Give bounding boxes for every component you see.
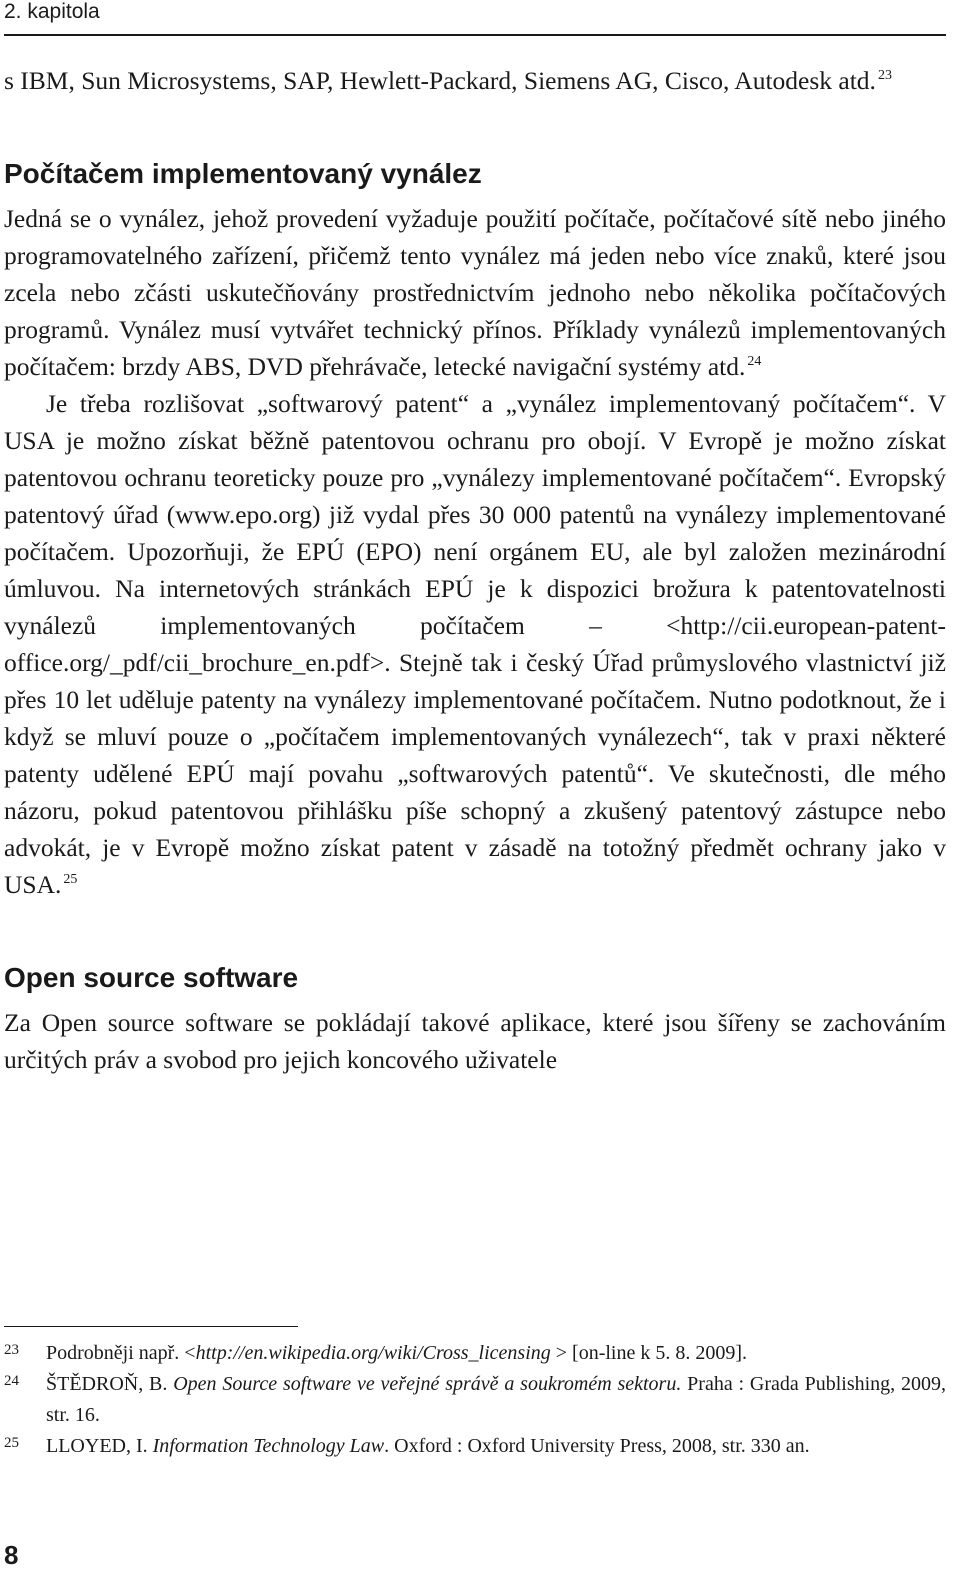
intro-text: s IBM, Sun Microsystems, SAP, Hewlett-Packard, Siemens AG, Cisco, Autodesk atd. bbox=[4, 66, 876, 95]
footnote-book-title: Information Technology Law bbox=[152, 1435, 385, 1457]
footnote-ref-23[interactable]: 23 bbox=[877, 68, 892, 83]
main-text bbox=[4, 62, 946, 1078]
section-heading-open-source-software: Open source software bbox=[4, 962, 299, 993]
section1-paragraph-1-text: Jedná se o vynález, jehož provedení vyžaduje použití počítače, počítačové sítě nebo jiného programovatelného zařízení, přičemž tento vynález má jeden nebo více znaků, které jsou zcela nebo zčásti uskutečňovány prostřednictvím jednoho nebo několika počítačových programů. Vynález musí vytvářet technický přínos. Příklady vynálezů implementovaných počítačem: brzdy ABS, DVD přehrávače, letecké navigační systémy atd. bbox=[4, 204, 946, 381]
footnote-text: > [on-line k 5. 8. 2009]. bbox=[550, 1342, 748, 1364]
footnote-text: Podrobněji např. < bbox=[46, 1342, 196, 1364]
footnote-23 bbox=[4, 1338, 946, 1369]
footnote-text: LLOYED, I. bbox=[46, 1435, 153, 1457]
footnote-24 bbox=[4, 1369, 946, 1431]
footnote-number: 24 bbox=[4, 1373, 19, 1389]
section1-paragraph-1 bbox=[4, 200, 946, 385]
footnote-text: Praha : Grada Publishing, 2009, str. 16. bbox=[46, 1373, 946, 1426]
footnote-25 bbox=[4, 1431, 946, 1462]
footnote-ref-24[interactable]: 24 bbox=[747, 354, 762, 369]
footnote-ref-25[interactable]: 25 bbox=[63, 872, 78, 887]
section2-paragraph-1: Za Open source software se pokládají takové aplikace, které jsou šířeny se zachováním určitých práv a svobod pro jejich koncového uživatele bbox=[4, 1008, 946, 1074]
page-number: 8 bbox=[4, 1540, 19, 1570]
footnote-text: ŠTĚDROŇ, B. bbox=[46, 1373, 174, 1395]
footnote-link[interactable]: http://en.wikipedia.org/wiki/Cross_licensing bbox=[195, 1342, 551, 1364]
section-heading-computer-implemented-invention: Počítačem implementovaný vynález bbox=[4, 158, 482, 189]
intro-paragraph bbox=[4, 62, 946, 99]
header-rule bbox=[4, 34, 946, 36]
footnote-number: 25 bbox=[4, 1435, 19, 1451]
section1-paragraph-2 bbox=[4, 385, 946, 903]
footnotes bbox=[4, 1338, 946, 1462]
footnote-text: . Oxford : Oxford University Press, 2008, str. 330 an. bbox=[384, 1435, 810, 1457]
footnote-number: 23 bbox=[4, 1342, 19, 1358]
section1-paragraph-2-text: Je třeba rozlišovat „softwarový patent“ a „vynález implementovaný počítačem“. V USA je možno získat běžně patentovou ochranu pro obojí. V Evropě je možno získat patentovou ochranu teoreticky pouze pro „vynálezy implementované počítačem“. Evropský patentový úřad (www.epo.org) již vydal přes 30 000 patentů na vynálezy implementované počítačem. Upozorňuji, že EPÚ (EPO) není orgánem EU, ale byl založen mezinárodní úmluvou. Na internetových stránkách EPÚ je k dispozici brožura k patentovatelnosti vynálezů implementovaných počítačem – <http://cii.european-patent-office.org/_pdf/cii_brochure_en.pdf>. Stejně tak i český Úřad průmyslového vlastnictví již přes 10 let uděluje patenty na vynálezy implementované počítačem. Nutno podotknout, že i když se mluví pouze o „počítačem implementovaných vynálezech“, tak v praxi některé patenty udělené EPÚ mají povahu „softwarových patentů“. Ve skutečnosti, dle mého názoru, pokud patentovou přihlášku píše schopný a zkušený patentový zástupce nebo advokát, je v Evropě možno získat patent v zásadě na totožný předmět ochrany jako v USA. bbox=[4, 389, 946, 899]
footnote-rule bbox=[4, 1326, 298, 1327]
running-header: 2. kapitola bbox=[4, 0, 100, 23]
footnote-book-title: Open Source software ve veřejné správě a soukromém sektoru. bbox=[173, 1373, 682, 1395]
